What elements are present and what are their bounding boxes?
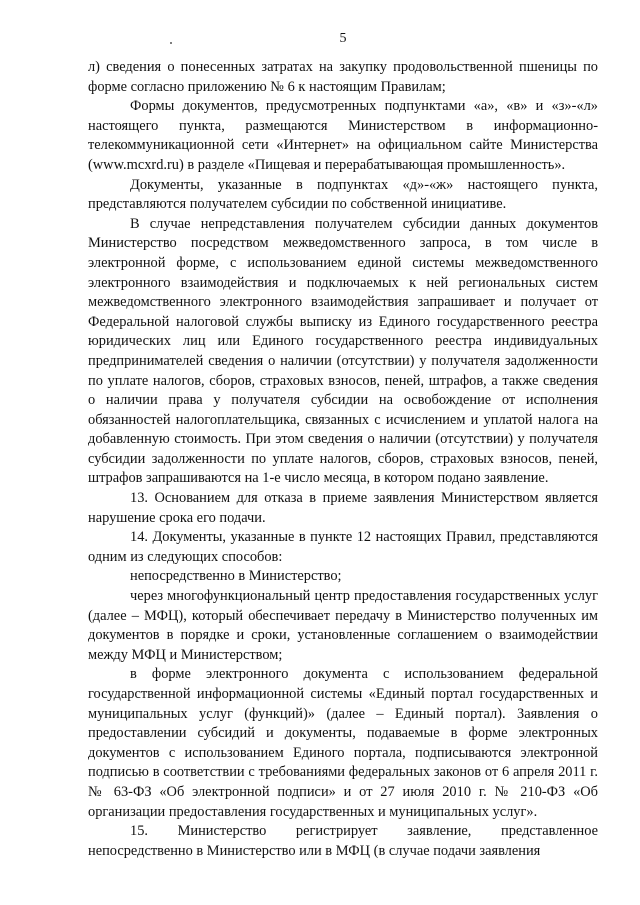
paragraph-document-forms: Формы документов, предусмотренных подпунктами «а», «в» и «з»-«л» настоящего пункта, размещаются Министерством в информационно-телекоммуникационной сети «Интернет» на официальном сайте Министерства (www.mcxrd.ru) в разделе «Пищевая и перерабатывающая промышленность». — [88, 98, 598, 173]
paragraph-electronic: в форме электронного документа с использованием федеральной государственной информационной системы «Единый портал государственных и муниципальных услуг (функций)» (далее – Единый портал). Заявления о предоставлении субсидий и документы, подаваемые в форме электронных документов с использованием Единого портала, подписываются электронной подписью в соответствии с требованиями федеральных законов от 6 апреля 2011 г. № 63-ФЗ «Об электронной подписи» и от 27 июля 2010 г. № 210-ФЗ «Об организации предоставления государственных и муниципальных услуг». — [88, 666, 598, 820]
paragraph-item-l: л) сведения о понесенных затратах на закупку продовольственной пшеницы по форме согласно приложению № 6 к настоящим Правилам; — [88, 59, 598, 95]
paragraph-mfc: через многофункциональный центр предоставления государственных услуг (далее – МФЦ), который обеспечивает передачу в Министерство полученных им документов в порядке и сроки, установленные соглашением о взаимодействии между МФЦ и Министерством; — [88, 588, 598, 663]
paragraph-13: 13. Основанием для отказа в приеме заявления Министерством является нарушение срока его подачи. — [88, 490, 598, 526]
document-body — [88, 58, 598, 861]
paragraph-14: 14. Документы, указанные в пункте 12 настоящих Правил, представляются одним из следующих способов: — [88, 529, 598, 565]
paragraph-directly: непосредственно в Министерство; — [130, 568, 342, 585]
scan-speck — [170, 42, 172, 44]
page-number: 5 — [339, 31, 347, 46]
paragraph-own-initiative: Документы, указанные в подпунктах «д»-«ж» настоящего пункта, представляются получателем субсидии по собственной инициативе. — [88, 176, 598, 213]
paragraph-15: 15. Министерство регистрирует заявление, представленное непосредственно в Министерство или в МФЦ (в случае подачи заявления — [88, 823, 598, 859]
paragraph-interagency-request: В случае непредставления получателем субсидии данных документов Министерство посредством межведомственного запроса, в том числе в электронной форме, с использованием единой системы межведомственного электронного взаимодействия и подключаемых к ней региональных систем межведомственного электронного взаимодействия запрашивает и получает от Федеральной налоговой службы выписку из Единого государственного реестра юридических лиц или Единого государственного реестра индивидуальных предпринимателей сведения о наличии (отсутствии) у получателя задолженности по уплате налогов, сборов, страховых взносов, пеней, штрафов, а также сведения о наличии права у получателя субсидии на освобождение от исполнения обязанностей налогоплательщика, связанных с исчислением и уплатой налога на добавленную стоимость. При этом сведения о наличии (отсутствии) у получателя субсидии задолженности по уплате налогов, сборов, страховых взносов, пеней, штрафов запрашиваются на 1-е число месяца, в котором подано заявление. — [88, 215, 598, 487]
